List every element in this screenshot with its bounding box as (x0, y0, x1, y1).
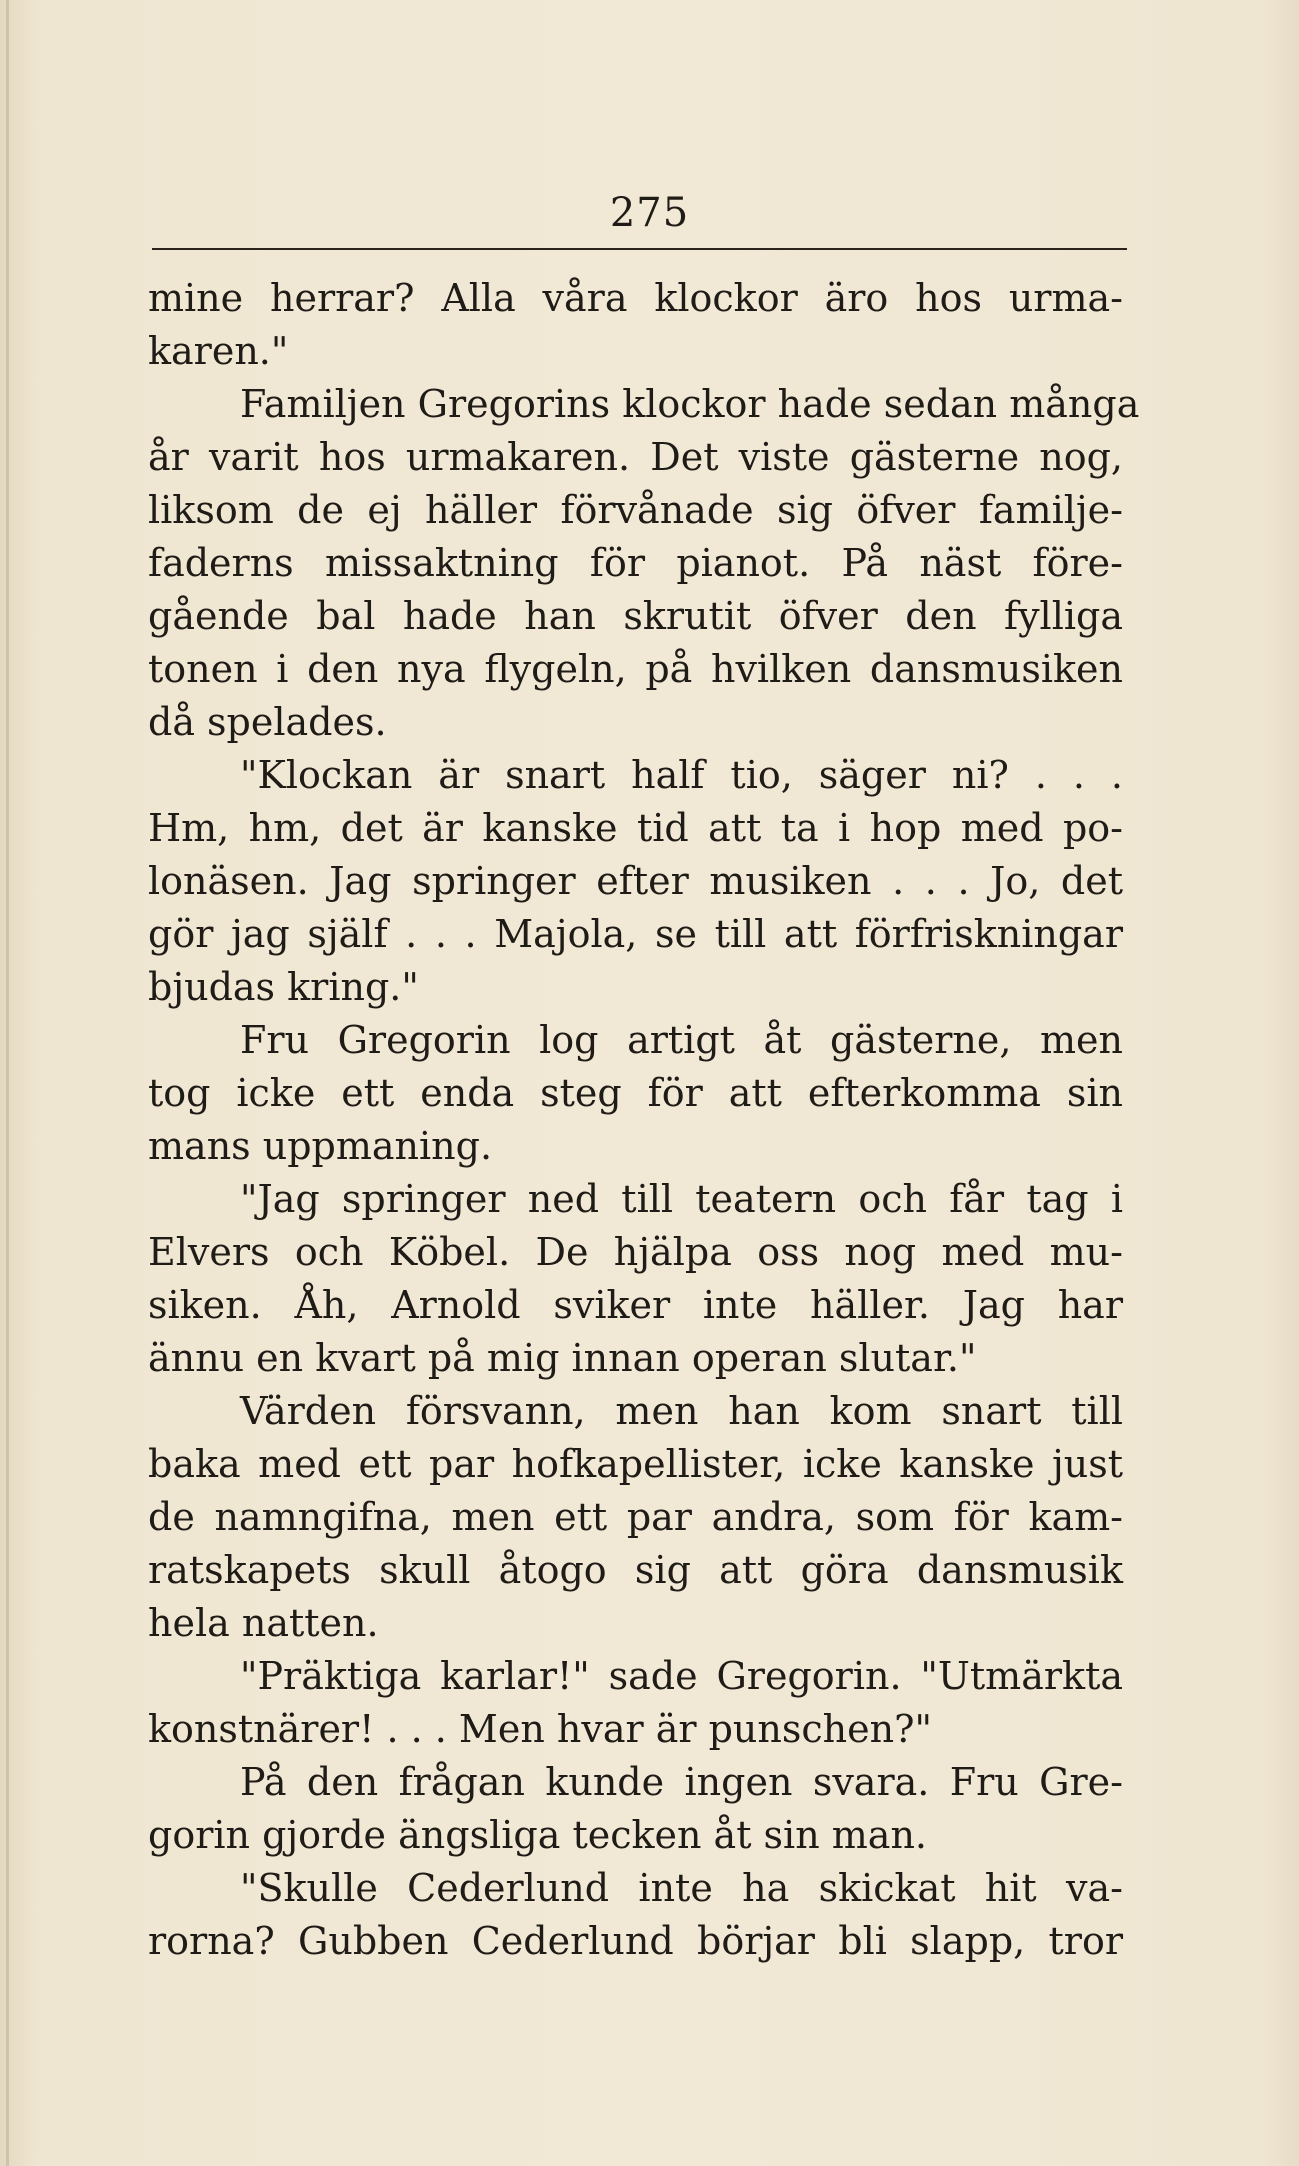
text-line: år varit hos urmakaren. Det viste gästerne nog, (148, 435, 1123, 479)
text-line: baka med ett par hofkapellister, icke kanske just (148, 1442, 1123, 1486)
body-text (148, 272, 1140, 1968)
page-number: 275 (609, 190, 690, 236)
text-line: då spelades. (148, 700, 387, 744)
text-line: karen." (148, 329, 289, 373)
text-line: ratskapets skull åtogo sig att göra dansmusik (148, 1548, 1123, 1592)
text-line: "Präktiga karlar!" sade Gregorin. "Utmärkta (240, 1654, 1123, 1698)
text-line: ännu en kvart på mig innan operan slutar." (148, 1336, 977, 1380)
text-line: Fru Gregorin log artigt åt gästerne, men (240, 1018, 1123, 1062)
text-line: de namngifna, men ett par andra, som för kam- (148, 1495, 1123, 1539)
header-rule (152, 248, 1127, 250)
text-line: faderns missaktning för pianot. På näst före- (148, 541, 1123, 585)
text-line: tonen i den nya flygeln, på hvilken dansmusiken (148, 647, 1123, 691)
text-line: Familjen Gregorins klockor hade sedan många (240, 382, 1140, 426)
text-line: gående bal hade han skrutit öfver den fylliga (148, 594, 1123, 638)
text-line: gör jag själf . . . Majola, se till att förfriskningar (148, 912, 1123, 956)
text-line: gorin gjorde ängsliga tecken åt sin man. (148, 1813, 927, 1857)
text-line: "Skulle Cederlund inte ha skickat hit va- (240, 1866, 1123, 1910)
text-line: Elvers och Köbel. De hjälpa oss nog med mu- (148, 1230, 1123, 1274)
text-line: lonäsen. Jag springer efter musiken . . . Jo, det (148, 859, 1123, 903)
page-edge (6, 0, 9, 2166)
text-line: "Jag springer ned till teatern och får tag i (240, 1177, 1123, 1221)
text-line: rorna? Gubben Cederlund börjar bli slapp, tror (148, 1919, 1123, 1963)
text-line: liksom de ej häller förvånade sig öfver familje- (148, 488, 1123, 532)
text-line: "Klockan är snart half tio, säger ni? . . . (240, 753, 1123, 797)
text-line: bjudas kring." (148, 965, 419, 1009)
text-line: konstnärer! . . . Men hvar är punschen?" (148, 1707, 932, 1751)
text-line: På den frågan kunde ingen svara. Fru Gre- (240, 1760, 1123, 1804)
text-line: hela natten. (148, 1601, 379, 1645)
text-line: tog icke ett enda steg för att efterkomma sin (148, 1071, 1123, 1115)
text-line: Värden försvann, men han kom snart till (240, 1389, 1123, 1433)
text-line: mine herrar? Alla våra klockor äro hos urma- (148, 276, 1123, 320)
text-line: siken. Åh, Arnold sviker inte häller. Jag har (148, 1283, 1123, 1327)
text-line: Hm, hm, det är kanske tid att ta i hop med po- (148, 806, 1123, 850)
text-line: mans uppmaning. (148, 1124, 493, 1168)
